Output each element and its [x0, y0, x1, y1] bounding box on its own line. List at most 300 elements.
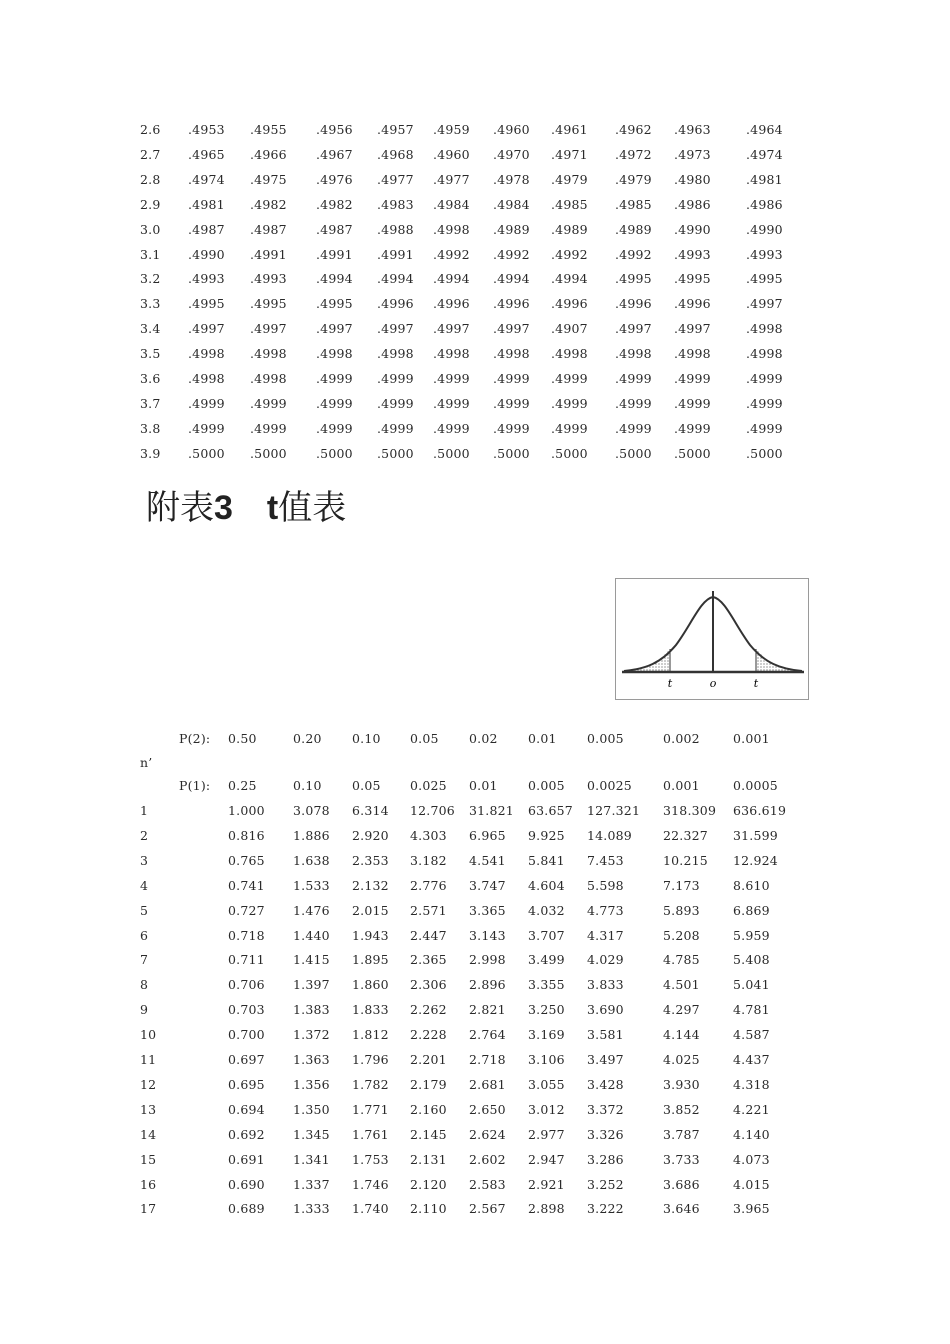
t-table-header-p2 [0, 731, 950, 751]
z-table-cell: .4993 [250, 271, 287, 287]
t-table-cell: 2.447 [410, 927, 447, 943]
z-table-cell: .4961 [551, 122, 588, 137]
z-table-cell: .4996 [674, 296, 711, 312]
z-table-cell: .5000 [615, 445, 652, 461]
t-table-cell: 2.228 [410, 1027, 447, 1043]
t-table-cell: 0.718 [228, 927, 265, 943]
t-table-cell: 2.718 [469, 1052, 506, 1067]
t-table-cell: 3.747 [469, 877, 506, 893]
t-table-cell: 4.587 [733, 1027, 770, 1043]
z-table-cell: .4999 [615, 395, 652, 411]
t-table-cell: 2.201 [410, 1052, 447, 1067]
z-table-cell: .4999 [493, 395, 530, 411]
t-table-cell: 10.215 [663, 852, 708, 868]
p1-value: 0.05 [352, 778, 381, 793]
t-table-cell: 4.541 [469, 852, 506, 868]
z-table-cell: .4997 [433, 321, 470, 337]
t-table-cell: 2.898 [528, 1201, 565, 1217]
z-table-cell: .4962 [615, 122, 652, 137]
t-table-cell: 3.252 [587, 1176, 624, 1192]
section-title-t: t [266, 489, 279, 527]
t-table-cell: 1.345 [293, 1126, 330, 1142]
z-table-cell: .4998 [188, 371, 225, 386]
z-table-cell: .4989 [615, 221, 652, 237]
t-table-row [0, 1177, 950, 1197]
z-table-cell: .4996 [551, 296, 588, 312]
p1-value: 0.025 [410, 778, 447, 793]
t-table-cell: 1.341 [293, 1151, 330, 1167]
t-table-cell: 4.025 [663, 1052, 700, 1067]
t-table-cell: 4.604 [528, 877, 565, 893]
t-table-cell: 3.787 [663, 1126, 700, 1142]
z-table-cell: .4994 [377, 271, 414, 287]
t-table-cell: 9.925 [528, 827, 565, 843]
z-value: 2.9 [140, 196, 161, 212]
n-label: n’ [140, 755, 153, 770]
t-table-cell: 4.781 [733, 1002, 770, 1018]
z-table-cell: .5000 [674, 445, 711, 461]
degrees-of-freedom: 14 [140, 1126, 157, 1142]
degrees-of-freedom: 17 [140, 1201, 157, 1217]
t-table-cell: 2.776 [410, 877, 447, 893]
t-table-cell: 0.741 [228, 877, 265, 893]
t-table-cell: 4.785 [663, 952, 700, 968]
z-table-cell: .4998 [433, 221, 470, 237]
section-title-number: 3 [214, 489, 233, 527]
z-table-row [0, 321, 950, 341]
z-table-cell: .4977 [377, 171, 414, 187]
t-table-cell: 3.355 [528, 977, 565, 993]
degrees-of-freedom: 13 [140, 1101, 157, 1117]
z-value: 3.2 [140, 271, 161, 287]
z-table-cell: .4998 [188, 346, 225, 362]
z-table-row [0, 396, 950, 416]
t-table-row [0, 803, 950, 823]
degrees-of-freedom: 11 [140, 1052, 157, 1067]
t-table-row [0, 952, 950, 972]
right-tail-shading [756, 649, 800, 671]
t-table-cell: 0.689 [228, 1201, 265, 1217]
z-table-cell: .5000 [250, 445, 287, 461]
z-table-cell: .4953 [188, 122, 225, 137]
z-table-cell: .4990 [746, 221, 783, 237]
t-table-cell: 2.921 [528, 1176, 565, 1192]
t-table-cell: 1.812 [352, 1027, 389, 1043]
z-table-cell: .4997 [674, 321, 711, 337]
t-table-cell: 5.598 [587, 877, 624, 893]
z-table-row [0, 296, 950, 316]
p1-value: 0.25 [228, 778, 257, 793]
z-table-cell: .4997 [316, 321, 353, 337]
z-table-cell: .4989 [551, 221, 588, 237]
p2-value: 0.001 [733, 731, 770, 746]
t-table-cell: 4.221 [733, 1101, 770, 1117]
t-table-cell: 0.700 [228, 1027, 265, 1043]
t-table-cell: 1.796 [352, 1052, 389, 1067]
t-table-row [0, 1077, 950, 1097]
t-table-cell: 1.337 [293, 1176, 330, 1192]
t-table-cell: 4.144 [663, 1027, 700, 1043]
z-table-cell: .4986 [674, 196, 711, 212]
z-table-cell: .4990 [188, 246, 225, 262]
t-table-cell: 1.372 [293, 1027, 330, 1043]
t-table-row [0, 977, 950, 997]
right-t-label: t [753, 677, 759, 690]
z-table-cell: .4999 [674, 395, 711, 411]
z-table-cell: .5000 [551, 445, 588, 461]
t-table-cell: 1.771 [352, 1101, 389, 1117]
z-table-cell: .4999 [188, 420, 225, 436]
z-table-cell: .4987 [188, 221, 225, 237]
z-table-cell: .4998 [615, 346, 652, 362]
t-table-cell: 31.821 [469, 803, 514, 818]
t-table-cell: 2.015 [352, 902, 389, 918]
z-table-row [0, 197, 950, 217]
z-table-cell: .4999 [615, 371, 652, 386]
z-table-cell: .4999 [551, 395, 588, 411]
z-table-cell: .4955 [250, 122, 287, 137]
t-table-cell: 2.179 [410, 1076, 447, 1092]
z-table-cell: .4994 [433, 271, 470, 287]
p1-value: 0.0005 [733, 778, 778, 793]
z-table-cell: .4964 [746, 122, 783, 137]
t-table-cell: 2.977 [528, 1126, 565, 1142]
z-table-cell: .4960 [493, 122, 530, 137]
t-table-cell: 0.691 [228, 1151, 265, 1167]
t-table-cell: 4.032 [528, 902, 565, 918]
t-table-cell: 4.029 [587, 952, 624, 968]
t-table-cell: 2.681 [469, 1076, 506, 1092]
t-table-cell: 3.250 [528, 1002, 565, 1018]
z-table-cell: .4907 [551, 321, 588, 337]
left-t-label: t [667, 677, 673, 690]
z-table-cell: .4991 [316, 246, 353, 262]
z-table-cell: .4999 [615, 420, 652, 436]
t-table-cell: 2.160 [410, 1101, 447, 1117]
z-table-cell: .4992 [615, 246, 652, 262]
z-table-cell: .4959 [433, 122, 470, 137]
t-table-cell: 1.895 [352, 952, 389, 968]
t-table-cell: 0.765 [228, 852, 265, 868]
z-table-cell: .4989 [493, 221, 530, 237]
t-table-cell: 4.501 [663, 977, 700, 993]
t-table-cell: 2.650 [469, 1101, 506, 1117]
z-value: 2.6 [140, 122, 161, 137]
t-table-cell: 1.383 [293, 1002, 330, 1018]
t-table-cell: 31.599 [733, 827, 778, 843]
t-table-cell: 0.692 [228, 1126, 265, 1142]
t-table-cell: 4.773 [587, 902, 624, 918]
z-table-cell: .4999 [377, 395, 414, 411]
t-table-cell: 22.327 [663, 827, 708, 843]
degrees-of-freedom: 4 [140, 877, 149, 893]
t-table-cell: 5.893 [663, 902, 700, 918]
t-table-cell: 5.841 [528, 852, 565, 868]
t-table-cell: 2.920 [352, 827, 389, 843]
z-table-cell: .4996 [433, 296, 470, 312]
z-table-cell: .4998 [674, 346, 711, 362]
t-table-cell: 1.476 [293, 902, 330, 918]
t-table-row [0, 878, 950, 898]
z-table-cell: .4999 [188, 395, 225, 411]
t-table-cell: 127.321 [587, 803, 641, 818]
z-table-cell: .4991 [377, 246, 414, 262]
z-table-cell: .4999 [551, 371, 588, 386]
t-table-cell: 2.306 [410, 977, 447, 993]
t-distribution-figure [615, 578, 809, 700]
z-value: 3.6 [140, 371, 161, 386]
degrees-of-freedom: 2 [140, 827, 149, 843]
t-table-cell: 0.694 [228, 1101, 265, 1117]
z-table-cell: .4977 [433, 171, 470, 187]
z-table-cell: .4997 [493, 321, 530, 337]
z-table-cell: .4997 [188, 321, 225, 337]
z-table-cell: .4998 [493, 346, 530, 362]
z-value: 3.7 [140, 395, 161, 411]
t-table-cell: 2.353 [352, 852, 389, 868]
z-table-cell: .4987 [316, 221, 353, 237]
t-table-cell: 3.169 [528, 1027, 565, 1043]
t-table-cell: 3.707 [528, 927, 565, 943]
z-table-cell: .4998 [433, 346, 470, 362]
z-table-cell: .4973 [674, 146, 711, 162]
z-table-cell: .4996 [377, 296, 414, 312]
t-table-cell: 1.833 [352, 1002, 389, 1018]
z-table-cell: .4993 [746, 246, 783, 262]
t-table-cell: 318.309 [663, 803, 717, 818]
t-table-cell: 1.638 [293, 852, 330, 868]
t-table-cell: 3.106 [528, 1052, 565, 1067]
t-table-cell: 1.533 [293, 877, 330, 893]
t-table-cell: 2.947 [528, 1151, 565, 1167]
z-table-cell: .4997 [746, 296, 783, 312]
z-table-cell: .4975 [250, 171, 287, 187]
t-table-cell: 4.073 [733, 1151, 770, 1167]
t-table-row [0, 1127, 950, 1147]
t-table-cell: 0.703 [228, 1002, 265, 1018]
z-table-cell: .4999 [433, 420, 470, 436]
t-table-cell: 3.965 [733, 1201, 770, 1217]
t-table-row [0, 1002, 950, 1022]
t-table-cell: 1.440 [293, 927, 330, 943]
z-table-cell: .4991 [250, 246, 287, 262]
t-table-cell: 1.886 [293, 827, 330, 843]
z-table-row [0, 247, 950, 267]
t-table-header-n [0, 755, 950, 775]
z-table-cell: .4998 [746, 321, 783, 337]
t-table-cell: 5.208 [663, 927, 700, 943]
z-table-cell: .4974 [746, 146, 783, 162]
section-title-prefix: 附表 [146, 488, 214, 528]
z-table-cell: .4967 [316, 146, 353, 162]
t-table-row [0, 1027, 950, 1047]
t-table-cell: 6.314 [352, 803, 389, 818]
p2-value: 0.05 [410, 731, 439, 746]
section-title-suffix: 值表 [278, 488, 347, 528]
t-table-cell: 2.896 [469, 977, 506, 993]
t-table-cell: 5.408 [733, 952, 770, 968]
z-table-cell: .5000 [746, 445, 783, 461]
p2-value: 0.02 [469, 731, 498, 746]
t-table-cell: 3.326 [587, 1126, 624, 1142]
t-table-cell: 0.697 [228, 1052, 265, 1067]
t-table-cell: 1.740 [352, 1201, 389, 1217]
z-value: 3.1 [140, 246, 161, 262]
t-table-cell: 3.143 [469, 927, 506, 943]
t-table-cell: 1.363 [293, 1052, 330, 1067]
z-table-cell: .4998 [551, 346, 588, 362]
t-table-cell: 12.924 [733, 852, 778, 868]
z-table-cell: .4999 [493, 420, 530, 436]
t-table-cell: 2.624 [469, 1126, 506, 1142]
t-table-cell: 1.782 [352, 1076, 389, 1092]
z-table-cell: .4998 [250, 371, 287, 386]
z-table-cell: .4999 [433, 395, 470, 411]
z-table-cell: .4992 [433, 246, 470, 262]
t-table-cell: 3.222 [587, 1201, 624, 1217]
z-table-cell: .4995 [674, 271, 711, 287]
t-table-cell: 2.110 [410, 1201, 447, 1217]
t-table-cell: 3.428 [587, 1076, 624, 1092]
z-table-cell: .4995 [746, 271, 783, 287]
t-table-cell: 3.852 [663, 1101, 700, 1117]
t-table-cell: 4.318 [733, 1076, 770, 1092]
z-table-cell: .4999 [746, 395, 783, 411]
z-table-row [0, 446, 950, 466]
z-table-cell: .4983 [377, 196, 414, 212]
t-table-cell: 12.706 [410, 803, 455, 818]
z-table-cell: .4966 [250, 146, 287, 162]
t-table-cell: 1.943 [352, 927, 389, 943]
z-table-cell: .4997 [250, 321, 287, 337]
z-table-cell: .4997 [615, 321, 652, 337]
z-table-cell: .4968 [377, 146, 414, 162]
t-table-row [0, 928, 950, 948]
z-table-cell: .4957 [377, 122, 414, 137]
t-table-cell: 636.619 [733, 803, 787, 818]
t-table-cell: 1.350 [293, 1101, 330, 1117]
t-table-cell: 2.131 [410, 1151, 447, 1167]
t-table-cell: 2.120 [410, 1176, 447, 1192]
t-table-cell: 3.646 [663, 1201, 700, 1217]
z-table-cell: .4971 [551, 146, 588, 162]
t-table-cell: 8.610 [733, 877, 770, 893]
t-table-cell: 2.571 [410, 902, 447, 918]
z-table-cell: .4965 [188, 146, 225, 162]
z-table-cell: .4985 [551, 196, 588, 212]
z-table-cell: .4999 [746, 420, 783, 436]
z-table-cell: .4985 [615, 196, 652, 212]
z-table-cell: .4960 [433, 146, 470, 162]
t-table-cell: 2.764 [469, 1027, 506, 1043]
z-table-cell: .4995 [188, 296, 225, 312]
z-table-row [0, 421, 950, 441]
t-table-cell: 3.499 [528, 952, 565, 968]
z-table-cell: .4978 [493, 171, 530, 187]
t-table-cell: 0.727 [228, 902, 265, 918]
t-table-cell: 6.965 [469, 827, 506, 843]
t-table-cell: 4.015 [733, 1176, 770, 1192]
t-table-cell: 14.089 [587, 827, 632, 843]
z-table-cell: .4970 [493, 146, 530, 162]
t-table-cell: 1.415 [293, 952, 330, 968]
p2-value: 0.002 [663, 731, 700, 746]
t-table-cell: 1.746 [352, 1176, 389, 1192]
t-table-cell: 2.998 [469, 952, 506, 968]
z-table-cell: .5000 [433, 445, 470, 461]
z-table-cell: .4994 [316, 271, 353, 287]
z-table-row [0, 346, 950, 366]
t-table-cell: 5.959 [733, 927, 770, 943]
z-table-cell: .4996 [493, 296, 530, 312]
t-table-cell: 3.372 [587, 1101, 624, 1117]
z-table-cell: .5000 [188, 445, 225, 461]
z-table-cell: .4979 [615, 171, 652, 187]
z-value: 3.4 [140, 321, 161, 337]
t-table-cell: 2.145 [410, 1126, 447, 1142]
t-table-cell: 1.333 [293, 1201, 330, 1217]
z-value: 3.8 [140, 420, 161, 436]
t-table-cell: 1.397 [293, 977, 330, 993]
t-table-cell: 7.173 [663, 877, 700, 893]
t-table-cell: 3.686 [663, 1176, 700, 1192]
degrees-of-freedom: 10 [140, 1027, 157, 1043]
z-table-cell: .4999 [250, 395, 287, 411]
z-table-cell: .4981 [188, 196, 225, 212]
z-table-cell: .4999 [746, 371, 783, 386]
p1-value: 0.001 [663, 778, 700, 793]
z-table-row [0, 172, 950, 192]
z-table-cell: .4982 [250, 196, 287, 212]
t-table-cell: 2.365 [410, 952, 447, 968]
p2-value: 0.50 [228, 731, 257, 746]
z-table-cell: .4992 [551, 246, 588, 262]
left-tail-shading [626, 649, 670, 671]
z-table-cell: .4982 [316, 196, 353, 212]
z-table-row [0, 147, 950, 167]
z-table-cell: .4995 [615, 271, 652, 287]
z-table-cell: .4999 [316, 395, 353, 411]
t-table-cell: 63.657 [528, 803, 573, 818]
degrees-of-freedom: 16 [140, 1176, 157, 1192]
t-table-cell: 4.140 [733, 1126, 770, 1142]
z-table-cell: .4999 [551, 420, 588, 436]
t-table-cell: 3.690 [587, 1002, 624, 1018]
t-table-cell: 0.695 [228, 1076, 265, 1092]
z-table-cell: .4979 [551, 171, 588, 187]
z-table-cell: .4996 [615, 296, 652, 312]
z-table-cell: .4997 [377, 321, 414, 337]
p1-value: 0.01 [469, 778, 498, 793]
z-value: 3.5 [140, 346, 161, 362]
z-table-row [0, 222, 950, 242]
p2-value: 0.01 [528, 731, 557, 746]
degrees-of-freedom: 7 [140, 952, 149, 968]
t-table-cell: 2.567 [469, 1201, 506, 1217]
z-table-cell: .4999 [674, 420, 711, 436]
degrees-of-freedom: 5 [140, 902, 149, 918]
z-table-cell: .4993 [674, 246, 711, 262]
t-table-row [0, 1102, 950, 1122]
t-table-cell: 5.041 [733, 977, 770, 993]
origin-label: o [709, 677, 717, 690]
z-table-cell: .4987 [250, 221, 287, 237]
t-table-cell: 4.297 [663, 1002, 700, 1018]
degrees-of-freedom: 12 [140, 1076, 157, 1092]
t-table-cell: 3.286 [587, 1151, 624, 1167]
z-table-cell: .4999 [674, 371, 711, 386]
z-table-cell: .4998 [250, 346, 287, 362]
